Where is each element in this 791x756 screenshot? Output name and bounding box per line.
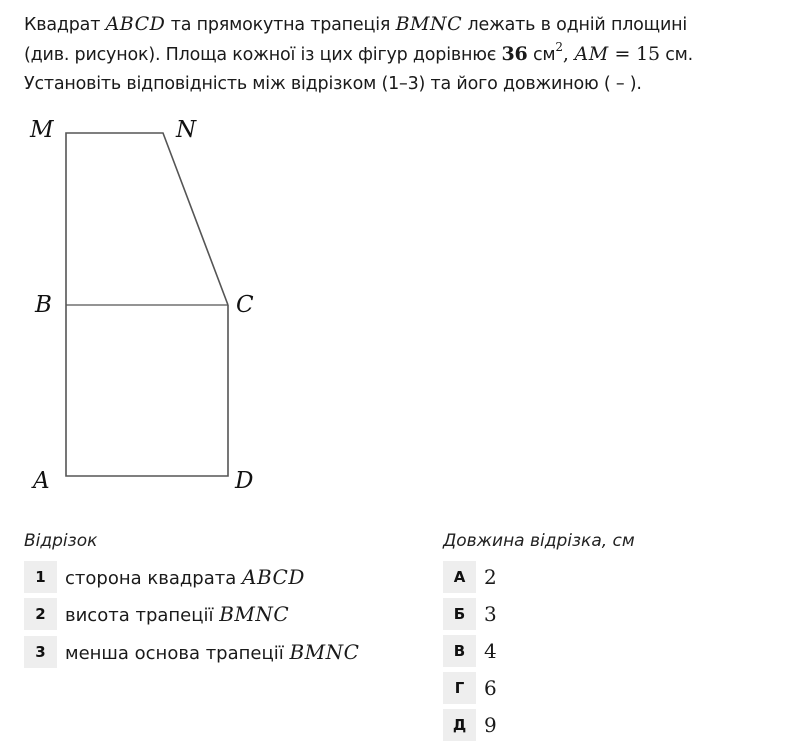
text: (див. рисунок). Площа кожної із цих фігур дорівнює <box>24 45 502 65</box>
problem-line-3: Установіть відповідність між відрізком (1–3) та його довжиною ( – ). <box>24 74 642 94</box>
text: менша основа трапеції <box>65 643 290 664</box>
option-value: 6 <box>484 676 497 700</box>
length-option-v[interactable] <box>443 635 497 667</box>
label-m: M <box>30 117 54 143</box>
equals-sign: = <box>608 43 637 65</box>
segment-item-3[interactable] <box>24 636 359 668</box>
segment-item-2[interactable] <box>24 598 289 630</box>
item-text <box>65 640 359 664</box>
problem-line-1 <box>24 10 786 40</box>
segment-am: AM <box>574 43 609 65</box>
segment-item-1[interactable] <box>24 561 305 593</box>
comma: , <box>562 43 575 65</box>
option-letter-badge: В <box>443 635 476 667</box>
square-outline <box>66 305 228 476</box>
text: сторона квадрата <box>65 568 243 589</box>
am-unit: см. <box>659 45 694 65</box>
label-c: C <box>236 292 254 318</box>
text: висота трапеції <box>65 605 220 626</box>
option-value: 9 <box>484 713 497 737</box>
area-exponent: 2 <box>555 40 563 54</box>
problem-line-2 <box>24 40 786 70</box>
text: та прямокутна трапеція <box>165 15 396 35</box>
trapezoid-name: BMNC <box>395 13 463 35</box>
option-letter-badge: Д <box>443 709 476 741</box>
option-value: 3 <box>484 602 497 626</box>
area-value: 36 <box>501 43 528 65</box>
item-number-badge: 1 <box>24 561 57 593</box>
label-n: N <box>176 117 197 143</box>
length-option-d[interactable] <box>443 709 497 741</box>
item-number-badge: 3 <box>24 636 57 668</box>
option-value: 2 <box>484 565 497 589</box>
math: BMNC <box>219 602 290 626</box>
trapezoid-outline <box>66 133 228 305</box>
item-text <box>65 602 289 626</box>
text: лежать в одній площині <box>462 15 688 35</box>
label-d: D <box>235 468 254 494</box>
area-unit: см <box>527 45 556 65</box>
length-column-header: Довжина відрізка, см <box>443 531 635 551</box>
square-name: ABCD <box>105 13 166 35</box>
label-a: A <box>33 468 50 494</box>
math: BMNC <box>289 640 360 664</box>
length-option-a[interactable] <box>443 561 497 593</box>
option-letter-badge: Б <box>443 598 476 630</box>
text: Квадрат <box>24 15 106 35</box>
option-value: 4 <box>484 639 497 663</box>
item-number-badge: 2 <box>24 598 57 630</box>
geometry-figure <box>0 100 300 500</box>
option-letter-badge: Г <box>443 672 476 704</box>
option-letter-badge: А <box>443 561 476 593</box>
item-text <box>65 565 305 589</box>
math: ABCD <box>242 565 305 589</box>
problem-statement <box>24 10 786 99</box>
label-b: B <box>35 292 52 318</box>
length-option-b[interactable] <box>443 598 497 630</box>
length-option-g[interactable] <box>443 672 497 704</box>
segment-column-header: Відрізок <box>24 531 98 551</box>
am-value: 15 <box>636 43 660 65</box>
